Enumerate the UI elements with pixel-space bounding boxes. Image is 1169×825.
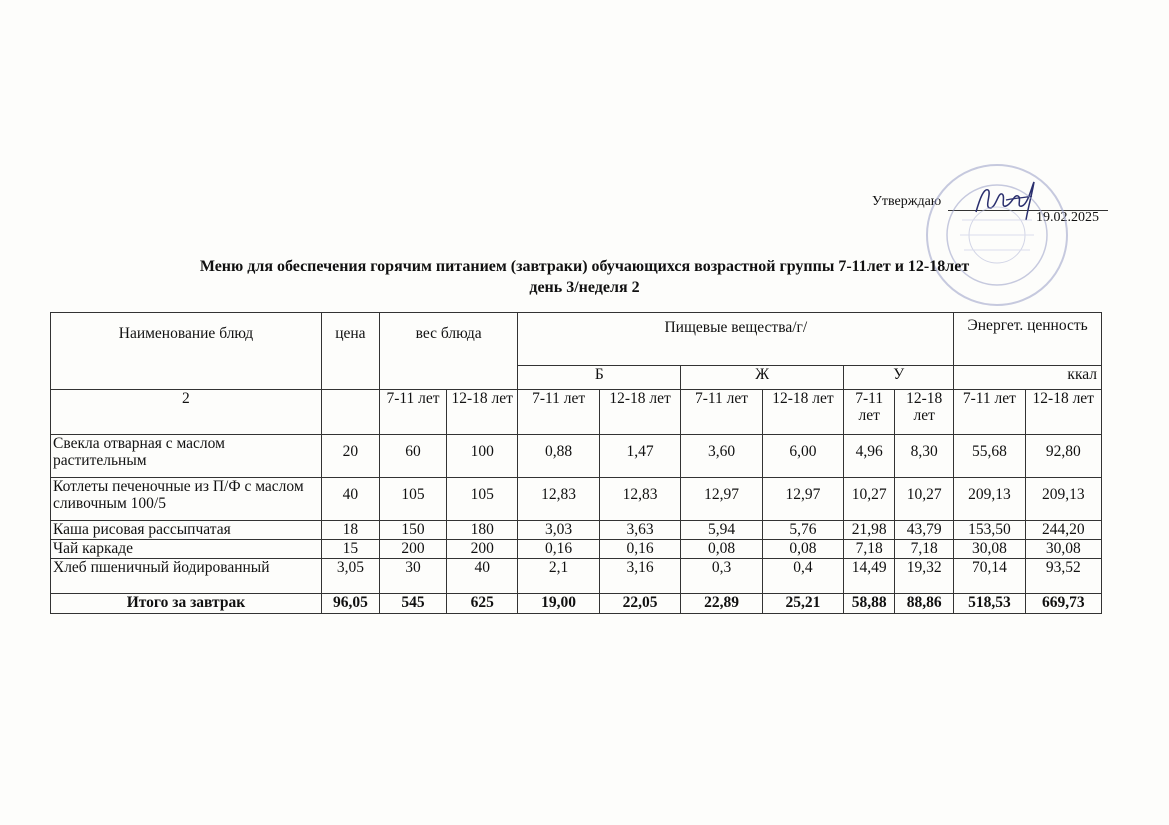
table-row bbox=[51, 559, 1102, 594]
approval-date: 19.02.2025 bbox=[1036, 210, 1099, 225]
title-line-1: Меню для обеспечения горячим питанием (завтраки) обучающихся возрастной группы 7-11лет и 12-18лет bbox=[199, 258, 970, 275]
header-empty bbox=[321, 390, 379, 435]
protein-age-1: 0,16 bbox=[518, 540, 599, 559]
header-nutrients: Пищевые вещества/г/ bbox=[518, 313, 954, 366]
weight-age-1: 200 bbox=[379, 540, 446, 559]
fat-age-2: 6,00 bbox=[762, 435, 843, 478]
dish-price: 15 bbox=[321, 540, 379, 559]
dish-name: Свекла отварная с маслом растительным bbox=[51, 435, 322, 478]
total-row bbox=[51, 594, 1102, 614]
dish-name: Каша рисовая рассыпчатая bbox=[51, 521, 322, 540]
header-kcal-age-1: 7-11 лет bbox=[954, 390, 1025, 435]
kcal-age-1: 55,68 bbox=[954, 435, 1025, 478]
header-b-age-1: 7-11 лет bbox=[518, 390, 599, 435]
weight-age-2: 105 bbox=[447, 478, 518, 521]
fat-age-2: 0,4 bbox=[762, 559, 843, 594]
weight-age-1: 30 bbox=[379, 559, 446, 594]
header-weight-age-2: 12-18 лет bbox=[447, 390, 518, 435]
header-kcal-age-2: 12-18 лет bbox=[1025, 390, 1101, 435]
weight-age-2: 100 bbox=[447, 435, 518, 478]
header-zh-age-1: 7-11 лет bbox=[681, 390, 762, 435]
fat-age-1: 0,08 bbox=[681, 540, 762, 559]
fat-age-1: 3,60 bbox=[681, 435, 762, 478]
fat-age-2: 12,97 bbox=[762, 478, 843, 521]
menu-table bbox=[50, 312, 1102, 614]
total-kcal-age-2: 669,73 bbox=[1025, 594, 1101, 614]
header-name: Наименование блюд bbox=[51, 313, 322, 390]
weight-age-1: 150 bbox=[379, 521, 446, 540]
fat-age-1: 5,94 bbox=[681, 521, 762, 540]
header-row-1 bbox=[51, 313, 1102, 366]
fat-age-1: 12,97 bbox=[681, 478, 762, 521]
header-energy: Энергет. ценность bbox=[954, 313, 1102, 366]
fat-age-2: 0,08 bbox=[762, 540, 843, 559]
header-price: цена bbox=[321, 313, 379, 390]
table-row bbox=[51, 435, 1102, 478]
carbs-age-1: 4,96 bbox=[844, 435, 895, 478]
kcal-age-1: 30,08 bbox=[954, 540, 1025, 559]
page-title bbox=[0, 256, 1169, 298]
total-fat-age-1: 22,89 bbox=[681, 594, 762, 614]
weight-age-2: 180 bbox=[447, 521, 518, 540]
carbs-age-1: 10,27 bbox=[844, 478, 895, 521]
protein-age-2: 3,16 bbox=[599, 559, 680, 594]
weight-age-2: 40 bbox=[447, 559, 518, 594]
dish-name: Котлеты печеночные из П/Ф с маслом сливочным 100/5 bbox=[51, 478, 322, 521]
header-b: Б bbox=[518, 366, 681, 390]
kcal-age-1: 153,50 bbox=[954, 521, 1025, 540]
carbs-age-1: 21,98 bbox=[844, 521, 895, 540]
total-price: 96,05 bbox=[321, 594, 379, 614]
carbs-age-2: 8,30 bbox=[895, 435, 954, 478]
total-carbs-age-1: 58,88 bbox=[844, 594, 895, 614]
header-u-age-1: 7-11 лет bbox=[844, 390, 895, 435]
kcal-age-2: 92,80 bbox=[1025, 435, 1101, 478]
carbs-age-2: 10,27 bbox=[895, 478, 954, 521]
protein-age-1: 3,03 bbox=[518, 521, 599, 540]
carbs-age-2: 43,79 bbox=[895, 521, 954, 540]
fat-age-2: 5,76 bbox=[762, 521, 843, 540]
protein-age-2: 12,83 bbox=[599, 478, 680, 521]
table-row bbox=[51, 478, 1102, 521]
total-carbs-age-2: 88,86 bbox=[895, 594, 954, 614]
carbs-age-1: 14,49 bbox=[844, 559, 895, 594]
table-row bbox=[51, 540, 1102, 559]
protein-age-2: 3,63 bbox=[599, 521, 680, 540]
total-protein-age-2: 22,05 bbox=[599, 594, 680, 614]
carbs-age-2: 19,32 bbox=[895, 559, 954, 594]
kcal-age-1: 70,14 bbox=[954, 559, 1025, 594]
kcal-age-2: 244,20 bbox=[1025, 521, 1101, 540]
dish-price: 20 bbox=[321, 435, 379, 478]
kcal-age-2: 209,13 bbox=[1025, 478, 1101, 521]
header-weight-age-1: 7-11 лет bbox=[379, 390, 446, 435]
header-zh-age-2: 12-18 лет bbox=[762, 390, 843, 435]
kcal-age-2: 93,52 bbox=[1025, 559, 1101, 594]
approval-label: Утверждаю bbox=[872, 194, 942, 209]
total-fat-age-2: 25,21 bbox=[762, 594, 843, 614]
dish-price: 18 bbox=[321, 521, 379, 540]
dish-price: 3,05 bbox=[321, 559, 379, 594]
carbs-age-2: 7,18 bbox=[895, 540, 954, 559]
dish-name: Хлеб пшеничный йодированный bbox=[51, 559, 322, 594]
header-weight: вес блюда bbox=[379, 313, 518, 390]
total-protein-age-1: 19,00 bbox=[518, 594, 599, 614]
kcal-age-2: 30,08 bbox=[1025, 540, 1101, 559]
header-kcal: ккал bbox=[954, 366, 1102, 390]
dish-price: 40 bbox=[321, 478, 379, 521]
header-b-age-2: 12-18 лет bbox=[599, 390, 680, 435]
header-row-3 bbox=[51, 390, 1102, 435]
protein-age-1: 0,88 bbox=[518, 435, 599, 478]
protein-age-1: 2,1 bbox=[518, 559, 599, 594]
total-kcal-age-1: 518,53 bbox=[954, 594, 1025, 614]
dish-name: Чай каркаде bbox=[51, 540, 322, 559]
total-weight-age-2: 625 bbox=[447, 594, 518, 614]
weight-age-2: 200 bbox=[447, 540, 518, 559]
kcal-age-1: 209,13 bbox=[954, 478, 1025, 521]
protein-age-1: 12,83 bbox=[518, 478, 599, 521]
protein-age-2: 1,47 bbox=[599, 435, 680, 478]
table-row bbox=[51, 521, 1102, 540]
header-zh: Ж bbox=[681, 366, 844, 390]
total-label: Итого за завтрак bbox=[51, 594, 322, 614]
header-u: У bbox=[844, 366, 954, 390]
total-weight-age-1: 545 bbox=[379, 594, 446, 614]
header-u-age-2: 12-18 лет bbox=[895, 390, 954, 435]
weight-age-1: 105 bbox=[379, 478, 446, 521]
protein-age-2: 0,16 bbox=[599, 540, 680, 559]
fat-age-1: 0,3 bbox=[681, 559, 762, 594]
header-column-number: 2 bbox=[51, 390, 322, 435]
weight-age-1: 60 bbox=[379, 435, 446, 478]
carbs-age-1: 7,18 bbox=[844, 540, 895, 559]
title-line-2: день 3/неделя 2 bbox=[529, 279, 640, 296]
